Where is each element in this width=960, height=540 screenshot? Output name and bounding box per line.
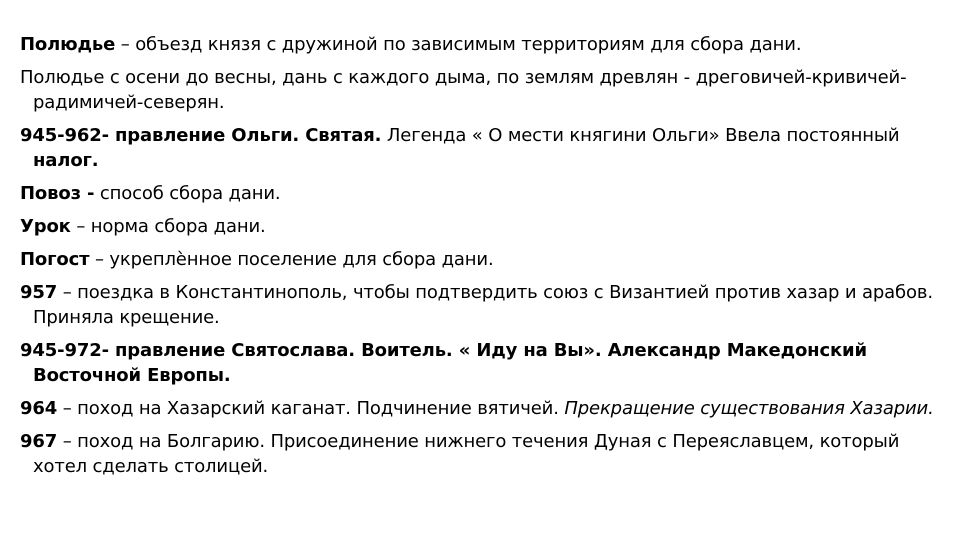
- term-urok: Урок: [20, 216, 71, 237]
- event-964-text: – поход на Хазарский каганат. Подчинение вятичей.: [57, 398, 565, 419]
- definition-urok: – норма сбора дани.: [70, 216, 266, 237]
- year-964: 964: [20, 398, 58, 419]
- definition-polyudye: – объезд князя с дружиной по зависимым территориям для сбора дани.: [115, 34, 802, 55]
- paragraph-povoz: [20, 181, 950, 206]
- paragraph-polyudye-details: [20, 65, 950, 115]
- polyudye-details-text: Полюдье с осени до весны, дань с каждого дыма, по землям древлян - дреговичей-кривичей-радимичей-северян.: [20, 67, 907, 113]
- term-polyudye: Полюдье: [20, 34, 116, 55]
- term-pogost: Погост: [20, 249, 90, 270]
- definition-pogost: – укреплѐнное поселение для сбора дани.: [89, 249, 494, 270]
- year-967: 967: [20, 431, 58, 452]
- olga-tax-term: налог.: [33, 150, 99, 171]
- event-964-italic: Прекращение существования Хазарии.: [564, 398, 934, 419]
- event-957-text: – поездка в Константинополь, чтобы подтвердить союз с Византией против хазар и арабов. Приняла крещение.: [33, 282, 933, 328]
- year-957: 957: [20, 282, 58, 303]
- olga-reign-heading: 945-962- правление Ольги. Святая.: [20, 125, 382, 146]
- paragraph-964: [20, 396, 950, 421]
- slide-text-body: [20, 32, 950, 487]
- paragraph-olga-reign: [20, 123, 950, 173]
- paragraph-957: [20, 280, 950, 330]
- olga-reign-text: Легенда « О мести княгини Ольги» Ввела постоянный: [381, 125, 900, 146]
- event-967-text: – поход на Болгарию. Присоединение нижнего течения Дуная с Переяславцем, который хотел сделать столицей.: [33, 431, 900, 477]
- svyatoslav-reign-heading: 945-972- правление Святослава. Воитель. « Иду на Вы». Александр Македонский Восточной Европы.: [20, 340, 867, 386]
- definition-povoz: способ сбора дани.: [94, 183, 281, 204]
- paragraph-pogost: [20, 247, 950, 272]
- paragraph-967: [20, 429, 950, 479]
- paragraph-urok: [20, 214, 950, 239]
- term-povoz: Повоз -: [20, 183, 95, 204]
- paragraph-svyatoslav-reign: [20, 338, 950, 388]
- paragraph-polyudye: [20, 32, 950, 57]
